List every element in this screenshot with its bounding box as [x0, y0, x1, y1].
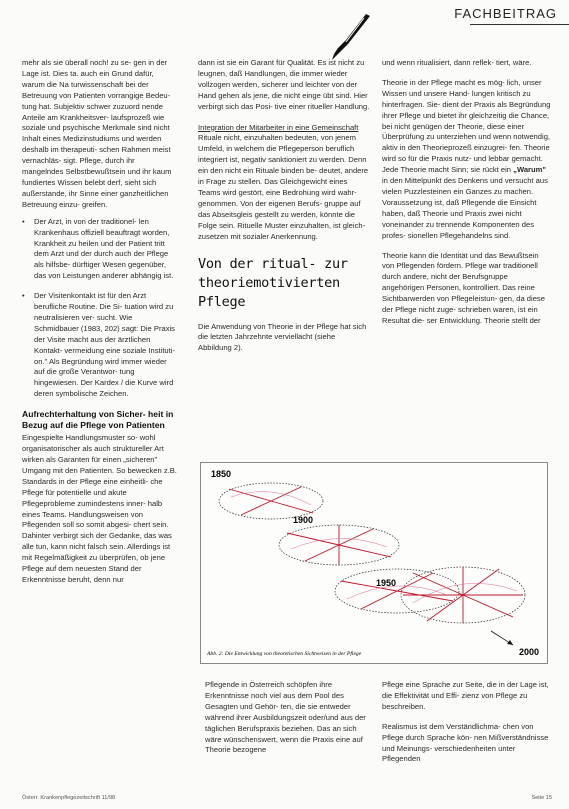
column-3 — [382, 58, 552, 327]
column-1 — [22, 58, 178, 586]
page-number: Seite 15 — [531, 795, 552, 801]
bullet-item: • Der Visitenkontakt ist für den Arzt berufliche Routine. Die Si- tuation wird zu neutralisieren ver- sucht. Wie Schmidbauer (1983, 202) sagt: Die Praxis der Visite macht aus der ärztlichen Kontakt- vermeidung eine soziale Instituti- on." Als Begründung wird immer wieder auf die große Verantwor- tung hingewiesen. Der Kardex / die Kurve wird deren symbolische Zeichen. — [22, 291, 178, 400]
col3-p1a: Theorie in der Pflege macht es mög- lich, unser Wissen und unsere Hand- lungen kritisch zu hinterfragen. Sie- dient der Praxis als Begründung ihrer Pflege und bietet ihr gleichzeitig die Chance, bei nicht genügen der Theorie, diese einer Überprüfung zu unterziehen und wenn notwendig, aktiv in den Theorieprozeß einzugrei- fen. Theorie wird so für die Praxis nutz- und lebbar gemacht. Jede Theorie macht Sinn; sie rückt ein — [382, 77, 551, 175]
page-footer — [22, 795, 552, 803]
col2-bottom-paragraph: Pflegende in Österreich schöpfen ihre Erkenntnisse noch viel aus dem Pool des Gesagten und Gehör- ten, die sie entweder während ihrer Ausbildungszeit oder/und aus der täglichen Berufspraxis beziehen. Das an sich wäre wünschenswert, wenn die Praxis eine auf Theorie bezogene — [205, 680, 366, 755]
figure-drawing — [201, 463, 547, 663]
year-label: 2000 — [519, 647, 540, 657]
column-2 — [198, 58, 370, 354]
main-heading: Von der ritual- zur theoriemotivierten Pflege — [198, 255, 348, 310]
col1-paragraph: Eingespielte Handlungsmuster so- wohl organisatorischer als auch struktureller Art wirken als Garanten für einen „sicheren" Umgang mit den Patienten. So bewecken z.B. Standards in der Pflege eine einheitli- che Pflege für potentielle und akute Pflegeprobleme zumindestens inner- halb eines Teams. Handlungsweisen von Pflegenden soll so somit abgesi- chert sein. Dahinter verbirgt sich der Gedanke, das was alle tun, kann nicht falsch sein. Allerdings ist mit Regelmäßigkeit zu überprüfen, ob jene Pflege auf dem neuesten Stand der Erkenntnisse beruht, denn nur — [22, 433, 177, 584]
col3-p1b: in den Mittelpunkt des Denkens und versucht aus vielen Puzzlesteinen ein Ganzes zu machen. Voraussetzung ist, daß Pflegende die Einsicht haben, daß Theorie und Praxis zwei nicht voneinander zu trennende Komponenten des profes- sionellen Pflegehandelns sind. — [382, 176, 548, 240]
year-label: 1850 — [211, 469, 232, 479]
col3-bottom — [382, 680, 552, 765]
col3-paragraph-1 — [382, 78, 552, 242]
col3-bottom-paragraph-2: Realismus ist dem Verständlichma- chen von Pflege durch Sprache kön- nen Mißverständnisse und Meinungs- verschiedenheiten unter Pflegenden — [382, 721, 549, 764]
year-label: 1900 — [293, 515, 314, 525]
col3-paragraph-2: Theorie kann die Identität und das Bewußtsein von Pflegenden fördern. Pflege war traditionell durch andere, nicht der Berufsgruppe angehörigen Personen, kontrolliert. Das reine Sichtbarwerden von Pflegeleistun- gen, da diese der Pflege nicht zuge- schrieben waren, ist ein Resultat die- ser Entwicklung. Theorie stellt der — [382, 250, 545, 325]
section-title: FACHBEITRAG — [454, 6, 557, 21]
col3-bottom-paragraph-1: Pflege eine Sprache zur Seite, die in der Lage ist, die Effektivität und Effi- zienz von Pflege zu beschreiben. — [382, 680, 549, 711]
col2-figure-intro: Die Anwendung von Theorie in der Pflege hat sich die letzten Jahrzehnte verviellacht (siehe Abbildung 2). — [198, 321, 367, 353]
year-label: 1950 — [376, 578, 397, 588]
fountain-pen-icon — [326, 14, 372, 60]
section-heading: Aufrechterhaltung von Sicher- heit in Bezug auf die Pflege von Patienten — [22, 409, 174, 431]
figure-theory-development — [200, 462, 548, 664]
col2-intro: dann ist sie ein Garant für Qualität. Es ist nicht zu leugnen, daß Handlungen, die immer wieder vollzogen werden, sicherer und leichter von der Hand gehen als jene, die nicht einge übt sind. Hier verbirgt sich das Posi- tive einer ritueller Handlung. — [198, 58, 370, 111]
bullet-item: • Der Arzt, in von der traditionel- len Krankenhaus offiziell beauftragt worden, Krankheit zu heilen und der Patient tritt dem Arzt und der durch auch der Pflege als hilfsbe- dürftiger Wesen gegenüber, das von Leistungen anderer abhängig ist. — [22, 217, 178, 282]
warum-emphasis: „Warum" — [513, 165, 547, 175]
col1-intro: mehr als sie überall noch! zu se- gen in der Lage ist. Dies ta. auch ein Grund dafür, warum die Na turwissenschaft bei der Betreuung von Patienten vorrangige Bedeu- tung hat. Subjektiv schwer zuzuord nende Anteile am Krankheitsver- laufsprozeß wie soziale und psychische Merkmale sind nicht Inhalt eines Medizinstudiums und werden deshalb im therapeuti- schen Rahmen meist vernachläs- sigt. Pflege, durch ihr mangelndes Selbstbewußtsein und ihr kaum fundiertes Wissen belebt derf, sieht sich außerstande, ihr Sinne einer ganzheitlichen Betreuung einzu- greifen. — [22, 58, 172, 209]
header-rule — [470, 24, 569, 25]
section-heading: Integration der Mitarbeiter in eine Gemeinschaft — [198, 122, 359, 132]
col2-paragraph: Rituale nicht, einzuhalten bedeuten, von jenem Umfeld, in welchem die Pflegeperson beruflich integriert ist, negativ sanktioniert zu werden. Denn ein den nicht ein Rituale binden be- deutet, andere in Frage zu stellen. Das Gleichgewicht eines Teams wird gestört, eine Bedrohung wird wahr- genommen. Von der eigenen Berufs- gruppe auf das Abseitsgleis gestellt zu werden, könnte die Folge sein. Rituelle Muster einzuhalten, ist gleich- zusetzen mit sozialer Anerkennung. — [198, 133, 369, 241]
col3-intro: und wenn ritualisiert, dann reflek- tiert, wäre. — [382, 58, 532, 67]
figure-caption: Abb. 2: Die Entwicklung von theoretischen Sichtweisen in der Pflege — [207, 651, 362, 657]
col1-bullet-list — [22, 217, 178, 401]
col2-bottom — [205, 680, 370, 756]
footer-source: Österr. Krankenpflegezeitschrift 11/98 — [22, 795, 116, 801]
